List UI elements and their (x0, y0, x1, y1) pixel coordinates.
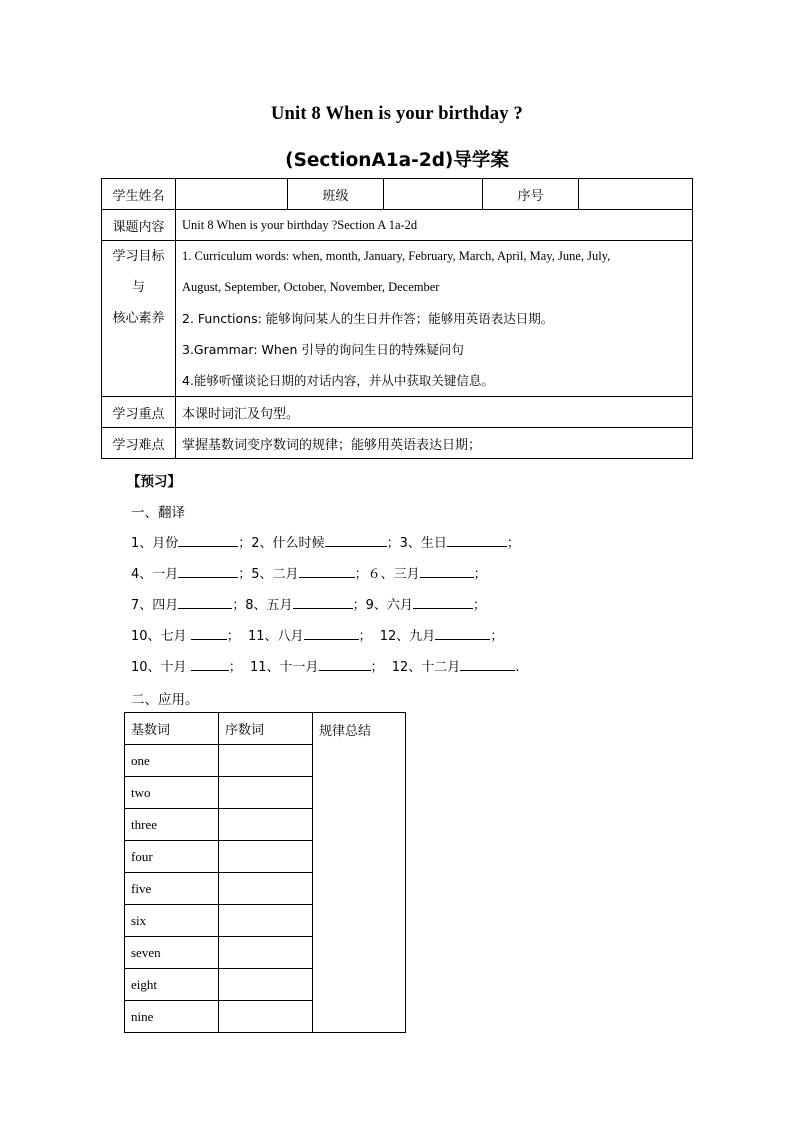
answer-blank[interactable] (299, 564, 355, 578)
answer-blank[interactable] (460, 657, 515, 671)
document-subtitle: (SectionA1a-2d)导学案 (285, 150, 509, 171)
answer-blank[interactable] (178, 595, 232, 609)
header-cardinal: 基数词 (125, 713, 219, 745)
preview-heading: 【预习】 (127, 474, 181, 490)
cardinal-cell: three (125, 809, 219, 841)
goals-label-line: 与 (131, 280, 145, 295)
goal-line: 4.能够听懂谈论日期的对话内容，并从中获取关键信息。 (182, 373, 494, 388)
student-name-field[interactable] (176, 179, 288, 210)
translate-item: ；5、二月 (238, 567, 299, 582)
translate-item: 4、一月 (131, 567, 179, 582)
lesson-info-table (101, 178, 693, 459)
answer-blank[interactable] (191, 626, 227, 640)
translate-item: ； (473, 567, 487, 582)
rule-summary-cell[interactable] (313, 713, 406, 1033)
ordinal-table (124, 712, 406, 1033)
difficulty-label: 学习难点 (102, 428, 176, 459)
answer-blank[interactable] (191, 657, 229, 671)
ordinal-answer-cell[interactable] (219, 905, 313, 937)
translate-item: ；3、生日 (386, 536, 447, 551)
translate-item: 10、十月 (131, 660, 191, 675)
translate-item: ； (472, 598, 486, 613)
ordinal-answer-cell[interactable] (219, 745, 313, 777)
translate-line (131, 532, 520, 551)
translate-item: ； 12、十二月 (370, 660, 461, 675)
goals-label-line: 学习目标 (112, 249, 165, 264)
answer-blank[interactable] (304, 626, 359, 640)
difficulty-value: 掌握基数词变序数词的规律；能够用英语表达日期； (176, 428, 693, 459)
ordinal-answer-cell[interactable] (219, 969, 313, 1001)
translate-item: ； (506, 536, 520, 551)
translate-item: . (515, 660, 520, 675)
seat-label: 序号 (483, 179, 579, 210)
student-name-label: 学生姓名 (102, 179, 176, 210)
translate-item: 10、七月 (131, 629, 191, 644)
answer-blank[interactable] (447, 533, 507, 547)
translate-item: ； 12、九月 (358, 629, 436, 644)
answer-blank[interactable] (319, 657, 371, 671)
answer-blank[interactable] (178, 564, 238, 578)
goal-line: 1. Curriculum words: when, month, January, February, March, April, May, June, July, (182, 249, 611, 263)
answer-blank[interactable] (293, 595, 353, 609)
answer-blank[interactable] (413, 595, 473, 609)
goal-line: 3.Grammar: When 引导的询问生日的特殊疑问句 (182, 342, 464, 357)
goal-line: 2. Functions: 能够询问某人的生日并作答；能够用英语表达日期。 (182, 311, 554, 326)
translate-item: ；６、三月 (354, 567, 420, 582)
header-ordinal: 序数词 (219, 713, 313, 745)
goals-label-line: 核心素养 (112, 311, 165, 326)
cardinal-cell: four (125, 841, 219, 873)
cardinal-cell: seven (125, 937, 219, 969)
answer-blank[interactable] (435, 626, 490, 640)
class-label: 班级 (288, 179, 384, 210)
topic-label: 课题内容 (102, 210, 176, 241)
header-rule: 规律总结 (319, 724, 372, 739)
goals-content (176, 241, 693, 397)
class-field[interactable] (384, 179, 483, 210)
answer-blank[interactable] (178, 533, 238, 547)
translate-item: ；8、五月 (232, 598, 293, 613)
ordinal-answer-cell[interactable] (219, 937, 313, 969)
translate-item: ；9、六月 (352, 598, 413, 613)
translate-line (131, 594, 486, 613)
section-translate-heading: 一、翻译 (131, 505, 185, 521)
ordinal-answer-cell[interactable] (219, 873, 313, 905)
cardinal-cell: six (125, 905, 219, 937)
document-title: Unit 8 When is your birthday ? (270, 104, 524, 124)
translate-line (131, 625, 503, 644)
cardinal-cell: five (125, 873, 219, 905)
focus-value: 本课时词汇及句型。 (176, 397, 693, 428)
translate-item: ； 11、八月 (226, 629, 304, 644)
answer-blank[interactable] (420, 564, 474, 578)
translate-line (131, 656, 519, 675)
ordinal-answer-cell[interactable] (219, 777, 313, 809)
cardinal-cell: eight (125, 969, 219, 1001)
cardinal-cell: two (125, 777, 219, 809)
ordinal-answer-cell[interactable] (219, 1001, 313, 1033)
focus-label: 学习重点 (102, 397, 176, 428)
ordinal-answer-cell[interactable] (219, 809, 313, 841)
translate-item: ；2、什么时候 (238, 536, 325, 551)
section-apply-heading: 二、应用。 (131, 692, 199, 708)
translate-item: ； (490, 629, 504, 644)
seat-field[interactable] (579, 179, 693, 210)
translate-item: ； 11、十一月 (228, 660, 319, 675)
topic-value: Unit 8 When is your birthday ?Section A 1a-2d (176, 210, 693, 241)
goal-line: August, September, October, November, December (182, 280, 440, 294)
translate-item: 1、月份 (131, 536, 179, 551)
translate-line (131, 563, 487, 582)
answer-blank[interactable] (325, 533, 387, 547)
translate-item: 7、四月 (131, 598, 179, 613)
ordinal-answer-cell[interactable] (219, 841, 313, 873)
goals-label (102, 241, 176, 397)
cardinal-cell: one (125, 745, 219, 777)
cardinal-cell: nine (125, 1001, 219, 1033)
